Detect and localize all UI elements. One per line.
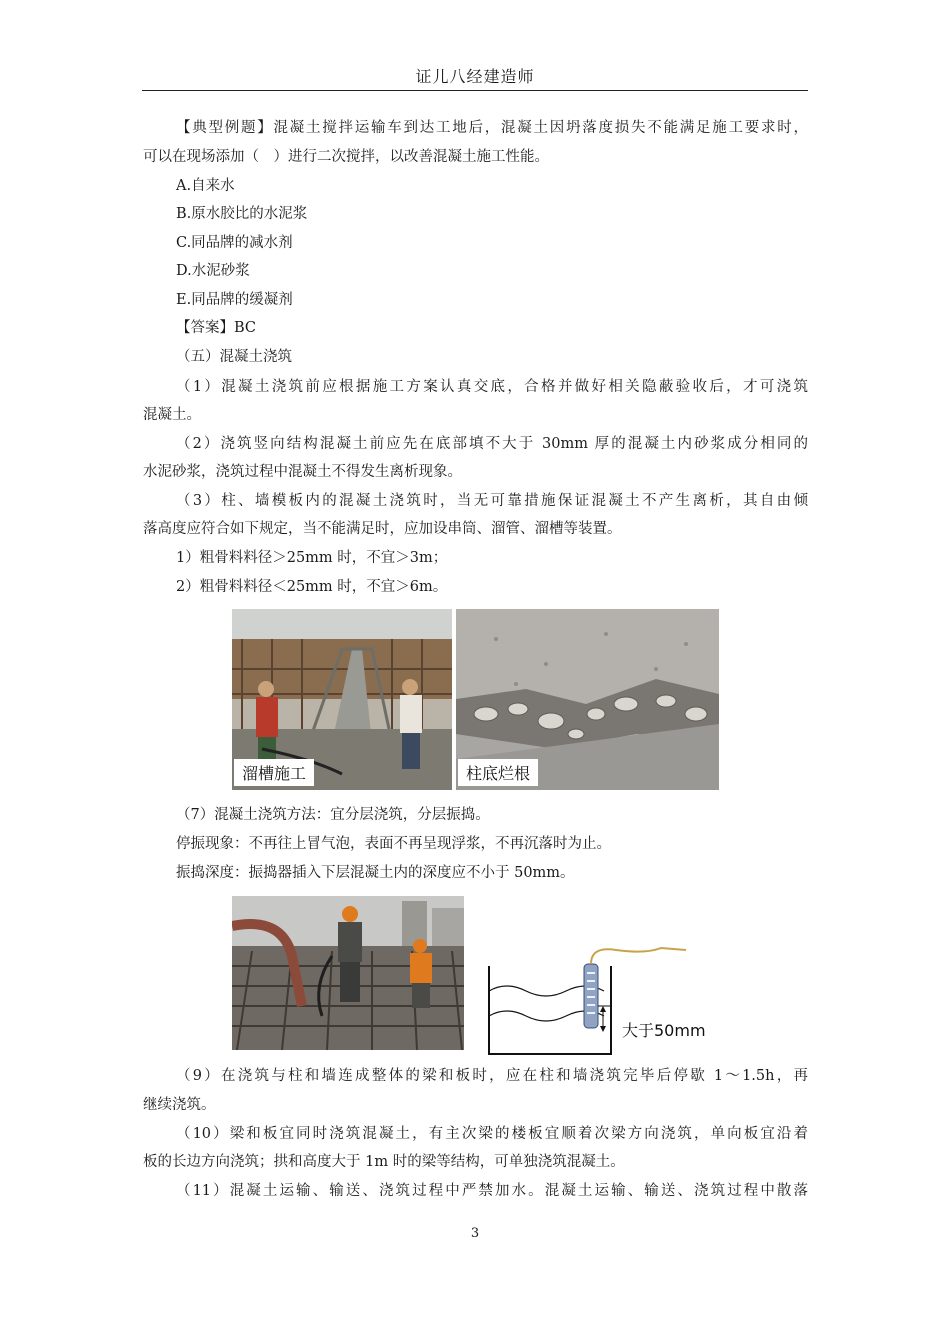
paragraph-9: （9）在浇筑与柱和墙连成整体的梁和板时，应在柱和墙浇筑完毕后停歇 1～1.5h，再 [176,1068,808,1084]
column-base-honeycomb-caption: 柱底烂根 [458,759,538,786]
column-base-honeycomb-photo [456,609,719,790]
vibration-depth: 振捣深度：振捣器插入下层混凝土内的深度应不小于 50mm。 [176,865,575,881]
diagram-depth-label: 大于50mm [622,1021,706,1040]
option-b: B.原水胶比的水泥浆 [176,206,308,222]
concrete-vibrating-photo [232,896,464,1050]
paragraph-3-item-1: 1）粗骨料料径＞25mm 时，不宜＞3m； [176,550,448,566]
example-question: 【典型例题】混凝土搅拌运输车到达工地后，混凝土因坍落度损失不能满足施工要求时， [176,120,808,136]
vibration-depth-diagram [486,946,718,1058]
paragraph-10-cont: 板的长边方向浇筑；拱和高度大于 1m 时的梁等结构，可单独浇筑混凝土。 [143,1154,625,1170]
page-number: 3 [470,1226,480,1241]
header-rule [142,90,808,91]
paragraph-2-cont: 水泥砂浆，浇筑过程中混凝土不得发生离析现象。 [143,464,462,480]
paragraph-9-cont: 继续浇筑。 [143,1097,216,1113]
answer: 【答案】BC [176,320,257,336]
example-question-cont: 可以在现场添加（ ）进行二次搅拌，以改善混凝土施工性能。 [143,149,549,165]
section-title: （五）混凝土浇筑 [176,349,292,365]
chute-construction-caption: 溜槽施工 [234,759,314,786]
paragraph-1-cont: 混凝土。 [143,407,201,423]
option-d: D.水泥砂浆 [176,263,250,279]
paragraph-2: （2）浇筑竖向结构混凝土前应先在底部填不大于 30mm 厚的混凝土内砂浆成分相同的 [176,436,808,452]
chute-construction-photo [232,609,452,790]
option-c: C.同品牌的减水剂 [176,235,293,251]
paragraph-11: （11）混凝土运输、输送、浇筑过程中严禁加水。混凝土运输、输送、浇筑过程中散落 [176,1183,808,1199]
paragraph-3-cont: 落高度应符合如下规定，当不能满足时，应加设串筒、溜管、溜槽等装置。 [143,521,622,537]
vibration-stop-criteria: 停振现象：不再往上冒气泡，表面不再呈现浮浆，不再沉落时为止。 [176,836,611,852]
paragraph-1: （1）混凝土浇筑前应根据施工方案认真交底，合格并做好相关隐蔽验收后，才可浇筑 [176,379,808,395]
paragraph-3: （3）柱、墙模板内的混凝土浇筑时，当无可靠措施保证混凝土不产生离析，其自由倾 [176,493,808,509]
paragraph-7: （7）混凝土浇筑方法：宜分层浇筑，分层振捣。 [176,807,490,823]
option-e: E.同品牌的缓凝剂 [176,292,293,308]
paragraph-3-item-2: 2）粗骨料料径＜25mm 时，不宜＞6m。 [176,579,448,595]
paragraph-10: （10）梁和板宜同时浇筑混凝土，有主次梁的楼板宜顺着次梁方向浇筑，单向板宜沿着 [176,1126,808,1142]
page-header: 证儿八经建造师 [415,67,535,86]
option-a: A.自来水 [176,178,235,194]
